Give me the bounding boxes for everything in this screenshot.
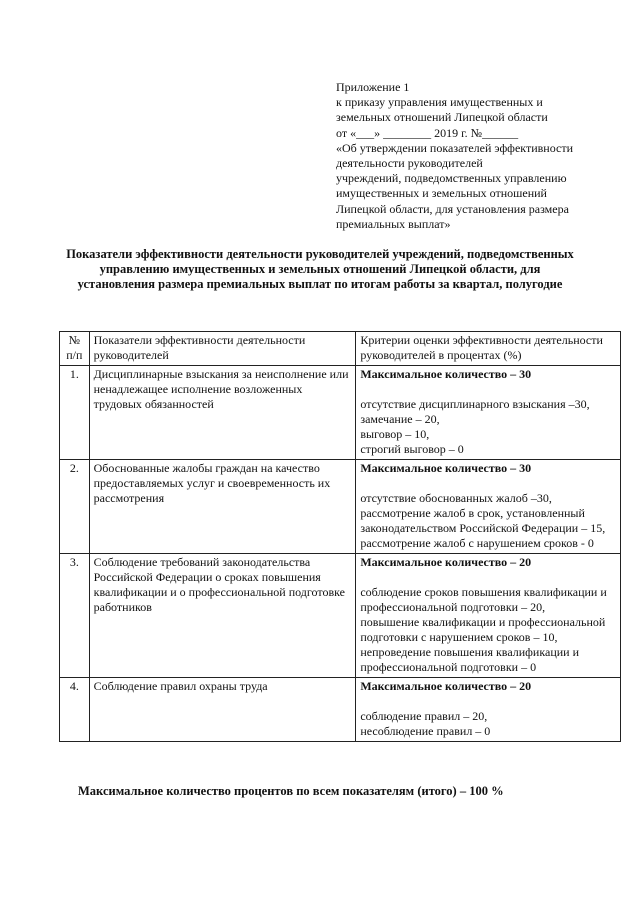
appendix-line: учреждений, подведомственных управлению <box>336 171 567 186</box>
criteria-item: рассмотрение жалоб с нарушением сроков - 0 <box>360 536 594 550</box>
row-criteria <box>356 678 621 742</box>
table-row <box>60 460 621 554</box>
row-criteria <box>356 460 621 554</box>
appendix-line: «Об утверждении показателей эффективности <box>336 140 573 155</box>
criteria-item: строгий выговор – 0 <box>360 442 464 456</box>
criteria-max: Максимальное количество – 30 <box>360 367 532 381</box>
criteria-item: соблюдение правил – 20, <box>360 709 488 723</box>
header-num: № п/п <box>60 332 90 366</box>
row-indicator: Соблюдение правил охраны труда <box>89 678 356 742</box>
row-num: 3. <box>60 554 90 678</box>
row-num: 1. <box>60 366 90 460</box>
criteria-item: соблюдение сроков повышения квалификации и профессиональной подготовки – 20, <box>360 585 607 614</box>
appendix-line: от «___» ________ 2019 г. №______ <box>336 125 519 140</box>
criteria-item: замечание – 20, <box>360 412 440 426</box>
row-criteria <box>356 366 621 460</box>
criteria-max: Максимальное количество – 30 <box>360 461 532 475</box>
total-line: Максимальное количество процентов по всем показателям (итого) – 100 % <box>78 784 504 798</box>
header-criteria: Критерии оценки эффективности деятельности руководителей в процентах (%) <box>356 332 621 366</box>
header-indicator: Показатели эффективности деятельности руководителей <box>89 332 356 366</box>
table-header-row <box>60 332 621 366</box>
row-criteria <box>356 554 621 678</box>
appendix-block <box>336 80 606 232</box>
row-indicator: Обоснованные жалобы граждан на качество предоставляемых услуг и своевременность их рассмотрения <box>89 460 356 554</box>
appendix-line: земельных отношений Липецкой области <box>336 110 548 125</box>
row-num: 4. <box>60 678 90 742</box>
criteria-item: отсутствие дисциплинарного взыскания –30, <box>360 397 590 411</box>
appendix-line: премиальных выплат» <box>336 216 451 231</box>
table-row <box>60 554 621 678</box>
criteria-item: отсутствие обоснованных жалоб –30, <box>360 491 552 505</box>
indicators-table <box>59 331 621 742</box>
row-indicator: Дисциплинарные взыскания за неисполнение или ненадлежащее исполнение возложенных трудовых обязанностей <box>89 366 356 460</box>
document-title: Показатели эффективности деятельности руководителей учреждений, подведомственных управлению имущественных и земельных отношений Липецкой области, для установления размера премиальных выплат по итогам работы за квартал, полугодие <box>66 247 574 291</box>
row-indicator: Соблюдение требований законодательства Российской Федерации о сроках повышения квалификации и о профессиональной подготовке работников <box>89 554 356 678</box>
appendix-line: имущественных и земельных отношений <box>336 186 547 201</box>
criteria-max: Максимальное количество – 20 <box>360 679 532 693</box>
table-row <box>60 678 621 742</box>
row-num: 2. <box>60 460 90 554</box>
appendix-line: Липецкой области, для установления размера <box>336 201 569 216</box>
criteria-item: рассмотрение жалоб в срок, установленный законодательством Российской Федерации – 15, <box>360 506 606 535</box>
criteria-max: Максимальное количество – 20 <box>360 555 532 569</box>
appendix-line: к приказу управления имущественных и <box>336 95 543 110</box>
table-row <box>60 366 621 460</box>
criteria-item: повышение квалификации и профессиональной подготовки с нарушением сроков – 10, <box>360 615 606 644</box>
appendix-line: Приложение 1 <box>336 80 410 94</box>
appendix-line: деятельности руководителей <box>336 156 483 171</box>
criteria-item: выговор – 10, <box>360 427 430 441</box>
criteria-item: несоблюдение правил – 0 <box>360 724 491 738</box>
criteria-item: непроведение повышения квалификации и профессиональной подготовки – 0 <box>360 645 580 674</box>
